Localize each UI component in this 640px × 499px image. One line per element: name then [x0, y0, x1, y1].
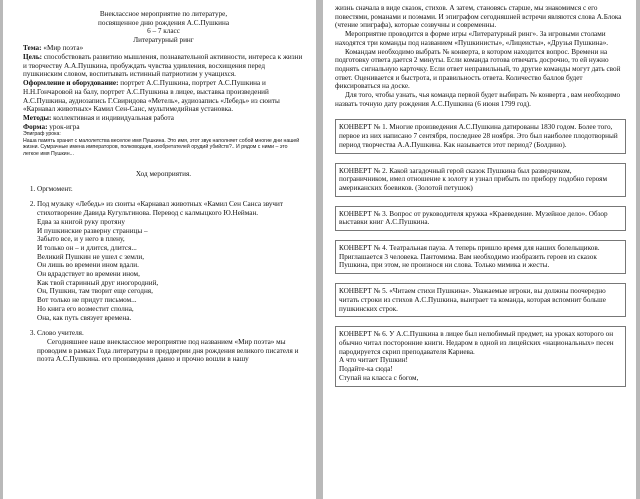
poem-line: Он вдрадствует во времени ином,: [37, 270, 140, 279]
intro-paragraph: Для того, чтобы узнать, чья команда первой будет выбирать № конверта , вам необходимо назвать точную дату рождения А.С.Пушкина (6 июня 1799 год).: [335, 91, 621, 108]
intro-paragraph: Мероприятие проводится в форме игры «Литературный ринг». За игровыми столами находятся три команды под названием «Пушкинисты», «Лицеисты», «Друзья Пушкина».: [335, 30, 609, 47]
topic-label: Тема:: [23, 44, 42, 53]
right-page: [323, 0, 636, 499]
poem-line: И только он – и длится, длится...: [37, 243, 137, 252]
envelope-box-5: [335, 283, 626, 317]
equipment-label: Оформление и оборудование:: [23, 79, 119, 88]
item-text: Под музыку «Лебедь» из сюиты «Карнавал животных «Камил Сен Санса звучит стихотворение Давида Кугультинова. Перевод с калмыцкого Ю.Нейман.: [37, 200, 284, 218]
list-item-teacher-word: [37, 329, 304, 364]
poem-line: Он, Пушкин, там творит еще сегодня,: [37, 287, 153, 296]
header-line: Внеклассное мероприятие по литературе,: [99, 10, 228, 18]
form-label: Форма:: [23, 122, 48, 131]
header-line: Литературный ринг: [133, 35, 194, 44]
equipment-value: портрет А.С.Пушкина, портрет А.С.Пушкина и Н.Н.Гончаровой на балу, портрет А.С.Пушкина в лицее, выставка произведений А.С.Пушкина, аудиозапись Г.Свиридова «Метель», аудиозапись «Лебедь» из сюиты «Карнавал животных» Камил Сен-Санс, мультимедийная установка.: [23, 79, 280, 114]
envelope-quote-line: Подайте-ка сюда!: [339, 365, 393, 374]
envelope-quote-line: Ступай на класса с богом,: [339, 373, 419, 382]
document-header: [23, 10, 304, 44]
topic-line: [23, 44, 304, 53]
intro-paragraph: жизнь сначала в виде сказок, стихов. А затем, становясь старше, мы знакомимся с его повестями, романами и поэмами. И эпиграфом сегодняшней встречи являются слова А.Блока (чтение эпиграфа), которые созвучны и современны.: [335, 4, 622, 30]
poem-line: Едва за книгой руку протяну: [37, 217, 125, 226]
envelope-text: КОНВЕРТ № 3. Вопрос от руководителя кружка «Краеведение. Музейное дело». Обзор выставки книг А.С.Пушкина.: [339, 209, 608, 227]
envelope-text: КОНВЕРТ № 4. Театральная пауза. А теперь пришло время для наших болельщиков. Приглашается 3 человека. Пантомима. Вам необходимо изобразить героев из сказок Пушкина, при этом, не произнося ни слова. Только мимика и жесты.: [339, 244, 600, 270]
envelope-box-2: [335, 163, 626, 197]
epigraph-text: Наша память хранит с малолетства веселое имя Пушкина. Это имя, этот звук наполняет собой многие дни нашей жизни. Сумрачные имена императоров, полководцев, изобретателей орудий убийств?.. И рядом с ними – это легкое имя Пушкин...: [23, 137, 300, 157]
poem-line: Великий Пушкин не ушел с земли,: [37, 252, 145, 261]
envelope-box-4: [335, 240, 626, 274]
envelope-text: КОНВЕРТ № 6. У А.С.Пушкина в лицее был нелюбимый предмет, на уроках которого он обычно читал посторонние книги. Недаром в одной из лицейских «национальных» песен пародируется скрип преподавателя Кариева.: [339, 330, 614, 356]
intro-paragraph: Командам необходимо выбрать № конверта, в котором находится вопрос. Времени на подготовку ответа дается 2 минуты. Если команда готова отвечать досрочно, то ей нужно поднять сигнальную карточку. Если ответ неправильный, то другие команды могут дать свой ответ. Оценивается и быстрота, и правильность ответа. Количество баллов будет фиксироваться на доске.: [335, 47, 621, 91]
item-text: Слово учителя.: [37, 329, 84, 338]
poem-line: Но книга его возместит сполна,: [37, 304, 134, 313]
poem-line: Как твой старинный друг иногородний,: [37, 278, 159, 287]
poem: [37, 218, 304, 322]
goal-value: способствовать развитию мышления, познавательной активности, интереса к жизни и творчеству А.А.Пушкина, пробуждать чувства удивления, восхищения перед пушкинским словом, воспитывать истинный патриотизм у учащихся.: [23, 53, 303, 79]
envelope-box-1: [335, 119, 626, 153]
header-line: 6 – 7 класс: [147, 27, 180, 36]
list-item-music: [37, 200, 304, 322]
poem-line: И пушкинские разверну страницы –: [37, 226, 148, 235]
course-title: Ход мероприятия.: [135, 170, 192, 179]
methods-value: коллективная и индивидуальная работа: [51, 114, 174, 122]
list-item-orgmoment: [37, 185, 304, 194]
poem-line: Он лишь во времени ином вдали.: [37, 261, 139, 270]
methods-label: Методы:: [23, 114, 52, 122]
epigraph-label: Эпиграф урока:: [23, 131, 61, 138]
teacher-paragraph: Сегодняшнее наше внеклассное мероприятие под названием «Мир поэта» мы проводим в рамках Года литературы в преддверии дня рождения великого писателя и поэта А.С.Пушкина. его произведения давно и прочно вошли в нашу: [37, 337, 299, 364]
topic-value: «Мир поэта»: [41, 44, 84, 53]
header-line: посвященное дню рождения А.С.Пушкина: [97, 18, 230, 27]
envelope-quote-line: А что читает Пушкин!: [339, 356, 408, 365]
left-page: [3, 0, 316, 499]
methods-line: [23, 114, 304, 123]
envelope-text: КОНВЕРТ № 1. Многие произведения А.С.Пушкина датированы 1830 годом. Более того, первое из них написано 7 сентября, последнее 28 ноября. Это был наиболее плодотворный период творчества А.А.Пушкина. Как называется этот период? (Болдино).: [339, 123, 618, 149]
form-value: урок-игра: [47, 122, 80, 131]
poem-line: Вот только не придут письмом...: [37, 296, 137, 305]
envelope-text: КОНВЕРТ № 2. Какой загадочный герой сказок Пушкина был разведчиком, пограничником, имел отношение к золоту и узнал прибыть по прибору подобно героям американских боевиков. (Золотой петушок): [339, 166, 607, 192]
item-text: Оргмомент.: [37, 184, 73, 193]
poem-line: Она, как путь связует времена.: [37, 313, 132, 322]
envelope-box-6: [335, 326, 626, 386]
envelope-box-3: [335, 206, 626, 231]
equipment-line: [23, 79, 304, 114]
form-line: [23, 123, 304, 132]
goal-label: Цель:: [23, 53, 43, 62]
envelope-text: КОНВЕРТ № 5. «Читаем стихи Пушкина». Уважаемые игроки, вы должны поочередно читать строки из стихов А.С.Пушкина, выиграет та команда, которая вспомнит больше пушкинских строк.: [339, 287, 606, 313]
goal-line: [23, 53, 304, 79]
poem-line: Забыто все, и у него в плену,: [37, 235, 125, 244]
